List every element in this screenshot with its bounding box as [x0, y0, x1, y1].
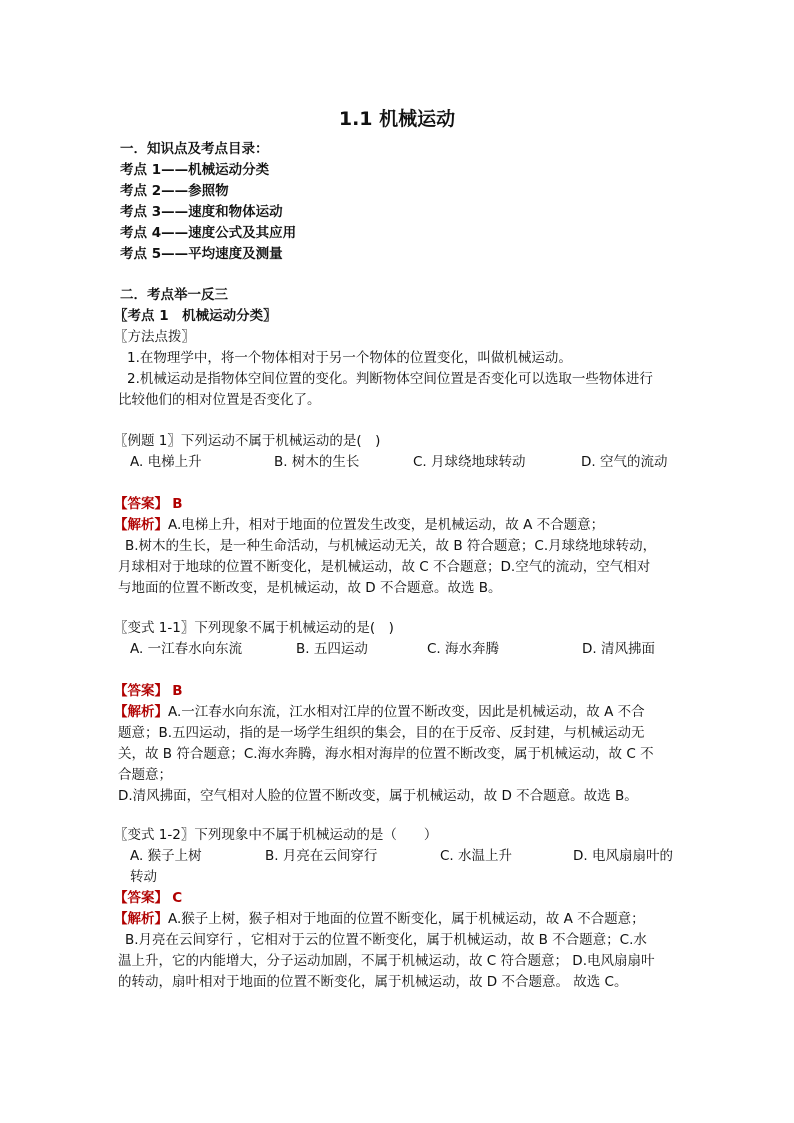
variant1-2-question: 〖变式 1-2〗下列现象中不属于机械运动的是（ ） — [114, 827, 438, 843]
example1-option-a: A. 电梯上升 — [130, 454, 202, 470]
variant1-2-analysis-line-4: 的转动，扇叶相对于地面的位置不断变化，属于机械运动，故 D 不合题意。 故选 C。 — [118, 974, 628, 990]
toc-item-2: 考点 2——参照物 — [120, 183, 229, 199]
example1-analysis-line-1 — [114, 515, 604, 535]
method-point-1: 1.在物理学中，将一个物体相对于另一个物体的位置变化，叫做机械运动。 — [127, 350, 572, 366]
variant1-2-option-b: B. 月亮在云间穿行 — [265, 848, 378, 864]
example1-analysis-line-4: 与地面的位置不断改变，是机械运动，故 D 不合题意。故选 B。 — [118, 580, 502, 596]
example1-analysis-line-3: 月球相对于地球的位置不断变化，是机械运动，故 C 不合题意；D.空气的流动，空气相对 — [118, 559, 651, 575]
variant1-2-analysis-line-3: 温上升，它的内能增大，分子运动加剧，不属于机械运动，故 C 符合题意； D.电风扇扇叶 — [118, 953, 655, 969]
example1-option-c: C. 月球绕地球转动 — [413, 454, 526, 470]
variant1-1-option-d: D. 清风拂面 — [582, 641, 655, 657]
example1-answer-line — [114, 494, 183, 514]
analysis-label: 【解析】 — [114, 517, 168, 533]
page-title: 1.1 机械运动 — [338, 108, 456, 130]
toc-item-1: 考点 1——机械运动分类 — [120, 162, 270, 178]
answer-label: 【答案】 — [114, 496, 168, 512]
example1-option-b: B. 树木的生长 — [274, 454, 360, 470]
variant1-1-analysis-line-4: 合题意； — [118, 767, 172, 783]
kp1-title: 〖考点 1 机械运动分类〗 — [114, 308, 277, 324]
variant1-1-option-a: A. 一江春水向东流 — [130, 641, 243, 657]
analysis-text: A.电梯上升，相对于地面的位置发生改变，是机械运动，故 A 不合题意； — [168, 517, 605, 533]
answer-value: B — [172, 496, 183, 512]
section2-heading: 二．考点举一反三 — [120, 287, 228, 303]
variant1-2-option-d: D. 电风扇扇叶的 — [573, 848, 673, 864]
variant1-2-option-d-cont: 转动 — [130, 869, 157, 885]
variant1-2-option-a: A. 猴子上树 — [130, 848, 202, 864]
analysis-text: A.一江春水向东流，江水相对江岸的位置不断改变，因此是机械运动，故 A 不合 — [168, 704, 645, 720]
toc-heading: 一．知识点及考点目录： — [120, 141, 269, 157]
answer-value: B — [172, 683, 183, 699]
variant1-2-option-c: C. 水温上升 — [440, 848, 513, 864]
variant1-1-analysis-line-5: D.清风拂面，空气相对人脸的位置不断改变，属于机械运动，故 D 不合题意。故选 B。 — [118, 788, 638, 804]
answer-label: 【答案】 — [114, 683, 168, 699]
variant1-1-option-c: C. 海水奔腾 — [427, 641, 500, 657]
variant1-2-answer-line — [114, 888, 182, 908]
example1-analysis-line-2: B.树木的生长，是一种生命活动，与机械运动无关，故 B 符合题意；C.月球绕地球转动， — [125, 538, 657, 554]
method-point-2b: 比较他们的相对位置是否变化了。 — [118, 392, 321, 408]
toc-item-4: 考点 4——速度公式及其应用 — [120, 225, 297, 241]
variant1-1-option-b: B. 五四运动 — [296, 641, 368, 657]
variant1-1-question: 〖变式 1-1〗下列现象不属于机械运动的是( ) — [114, 620, 394, 636]
variant1-2-analysis-line-1 — [114, 909, 645, 929]
analysis-label: 【解析】 — [114, 911, 168, 927]
method-title: 〖方法点拨〗 — [114, 329, 195, 345]
variant1-1-analysis-line-1 — [114, 702, 645, 722]
answer-label: 【答案】 — [114, 890, 168, 906]
variant1-2-analysis-line-2: B.月亮在云间穿行 ，它相对于云的位置不断变化，属于机械运动，故 B 不合题意；C.水 — [125, 932, 647, 948]
example1-option-d: D. 空气的流动 — [581, 454, 668, 470]
variant1-1-answer-line — [114, 681, 183, 701]
analysis-text: A.猴子上树，猴子相对于地面的位置不断变化，属于机械运动，故 A 不合题意； — [168, 911, 645, 927]
example1-question: 〖例题 1〗下列运动不属于机械运动的是( ) — [114, 433, 381, 449]
variant1-1-analysis-line-3: 关，故 B 符合题意；C.海水奔腾，海水相对海岸的位置不断改变，属于机械运动，故 C 不 — [118, 746, 654, 762]
toc-item-3: 考点 3——速度和物体运动 — [120, 204, 283, 220]
variant1-1-analysis-line-2: 题意；B.五四运动，指的是一场学生组织的集会，目的在于反帝、反封建，与机械运动无 — [118, 725, 645, 741]
method-point-2a: 2.机械运动是指物体空间位置的变化。判断物体空间位置是否变化可以选取一些物体进行 — [127, 371, 653, 387]
toc-item-5: 考点 5——平均速度及测量 — [120, 246, 283, 262]
answer-value: C — [172, 890, 183, 906]
analysis-label: 【解析】 — [114, 704, 168, 720]
